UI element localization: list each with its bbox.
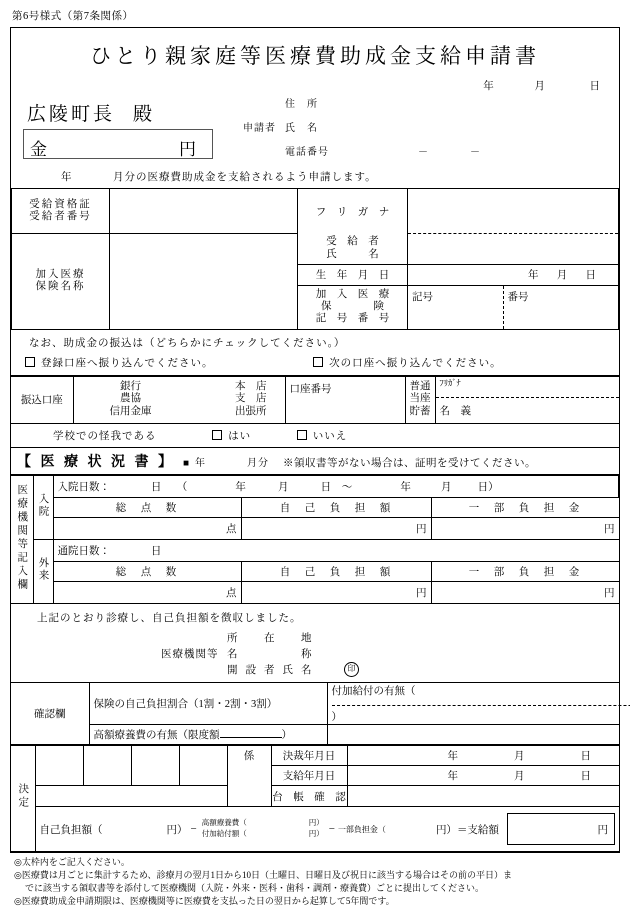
- tel-dash-1: －: [418, 147, 428, 158]
- cert-number-label: [12, 189, 110, 234]
- outpatient-days-unit: 日: [150, 545, 162, 557]
- option-next[interactable]: [313, 358, 502, 369]
- header-date-day: 日: [589, 81, 601, 92]
- period-to-month: 月: [441, 481, 452, 493]
- period-close: ）: [488, 481, 499, 493]
- applicant-block: [11, 93, 619, 167]
- confirm-table: [11, 682, 619, 745]
- table-row: [11, 497, 619, 517]
- holder-furigana-field[interactable]: [436, 377, 620, 398]
- applicant-tel-row: [243, 141, 628, 165]
- medical-year: 年: [195, 457, 207, 469]
- institution-owner-row[interactable]: [161, 663, 431, 679]
- inst-address-label: 所 在 地: [227, 632, 320, 644]
- footnote-2-cont: でに該当する領収書等を添付して医療機関（入院・外来・医科・歯科・調剤・療養費）ごとに提出してください。: [25, 883, 485, 894]
- header-date-year: 年: [483, 81, 495, 92]
- bangou-label: 番号: [507, 291, 529, 303]
- bank-type-list: [110, 381, 152, 417]
- school-question: 学校での怪我である: [53, 430, 157, 442]
- decision-lower-blank[interactable]: [35, 786, 227, 807]
- birthdate-input[interactable]: [408, 264, 619, 285]
- table-row: [11, 376, 619, 423]
- payment-day: 日: [580, 771, 591, 782]
- institution-fields: [11, 631, 431, 680]
- amount-box[interactable]: [23, 129, 213, 159]
- checkbox-no-icon[interactable]: [297, 430, 307, 440]
- footnotes: [10, 853, 620, 908]
- medical-side-label-text: 医療機関等記入欄: [16, 483, 28, 592]
- branch-type-2: 出張所: [235, 405, 267, 417]
- medical-section-title: 【 医 療 状 況 書 】: [17, 454, 175, 470]
- transfer-notice: なお、助成金の振込は（どちらかにチェックしてください。）: [29, 337, 346, 349]
- applicant-fields: [243, 93, 628, 165]
- applicant-name-row: [243, 117, 628, 141]
- confirm-ratio-field[interactable]: [89, 682, 327, 724]
- branch-type-1: 支 店: [235, 393, 267, 405]
- institution-address-row[interactable]: [161, 631, 431, 647]
- table-row: [11, 724, 619, 744]
- period-to-year: 年: [400, 481, 411, 493]
- header-date: [11, 72, 619, 93]
- deposit-type-2: 貯蓄: [409, 405, 431, 417]
- period-open: （: [176, 481, 188, 493]
- calc-selfpay-unit: 円）: [166, 824, 188, 836]
- approval-stamp-3[interactable]: [131, 745, 179, 786]
- payment-amount-box[interactable]: [507, 813, 615, 845]
- marker-square-icon: ■: [183, 457, 190, 469]
- ins-no-line2: 保 険: [321, 300, 384, 312]
- cert-label-line2: 受給者番号: [29, 211, 92, 222]
- bank-type-1: 農協: [120, 393, 141, 405]
- calc-minus-1: −: [190, 823, 197, 835]
- approval-day: 日: [580, 750, 591, 762]
- outpatient-partial-header: 一 部 負 担 金: [431, 561, 619, 581]
- approval-month: 月: [514, 750, 525, 762]
- medical-month: 月分: [247, 457, 270, 469]
- approval-stamp-2[interactable]: [83, 745, 131, 786]
- header-date-month: 月: [534, 81, 546, 92]
- calc-high-cost-row: [202, 818, 324, 827]
- period-from-day: 日: [320, 481, 332, 493]
- holder-cell: [435, 376, 619, 423]
- table-row: [11, 561, 619, 581]
- inpatient-partial-value[interactable]: 円: [431, 517, 619, 539]
- table-row: [11, 603, 619, 682]
- high-cost-close: ）: [281, 729, 292, 741]
- calc-partial-unit: 円）: [435, 824, 457, 836]
- transfer-notice-block: [11, 330, 619, 376]
- calc-selfpay-label: 自己負担額（: [39, 824, 103, 836]
- addressee: [27, 99, 155, 126]
- approval-year: 年: [447, 750, 458, 762]
- payment-amount-unit: 円: [597, 825, 608, 836]
- amount-unit: 円: [179, 140, 196, 159]
- ins-no-line3: 記 号 番 号: [315, 313, 390, 325]
- account-number-cell[interactable]: [285, 376, 405, 423]
- outpatient-label-text: 外来: [37, 557, 49, 582]
- school-no-label: いいえ: [312, 430, 348, 442]
- checkbox-yes-icon[interactable]: [212, 430, 222, 440]
- extra-benefit-close: ）: [331, 711, 342, 723]
- confirm-ratio-label: 保険の自己負担割合（1割・2割・3割）: [93, 698, 278, 710]
- apply-year: 年: [61, 172, 73, 183]
- table-row: [11, 517, 619, 539]
- footnote-3: ◎医療費助成金申請期限は、医療機関等に医療費を支払った日の翌日から起算して5年間です。: [14, 896, 395, 907]
- clerk-stamp-lower[interactable]: [227, 786, 271, 807]
- calculation-row: [35, 807, 619, 852]
- inpatient-points-header: 総 点 数: [53, 497, 241, 517]
- cert-label-line1: 受給資格証: [29, 198, 92, 210]
- insurer-name-label: [12, 234, 110, 330]
- table-row: [11, 786, 619, 807]
- table-row: [11, 745, 619, 766]
- apply-sentence-row: [11, 167, 619, 188]
- option-next-label: 次の口座へ振り込んでください。: [329, 357, 502, 369]
- clerk-stamp[interactable]: [227, 766, 271, 786]
- school-yes-option[interactable]: [212, 431, 251, 442]
- insurance-number-label: [298, 285, 408, 329]
- institution-signature-cell: [11, 603, 431, 682]
- outpatient-selfpay-header: 自 己 負 担 額: [241, 561, 431, 581]
- birth-year: 年: [528, 270, 539, 281]
- kigou-label: 記号: [412, 291, 433, 303]
- medical-section-header: [11, 447, 619, 475]
- outpatient-points-header: 総 点 数: [53, 561, 241, 581]
- ins-no-line1: 加 入 医 療: [315, 288, 390, 300]
- applicant-address-row: [243, 93, 628, 117]
- period-from-year: 年: [235, 481, 246, 493]
- footnote-1: ◎太枠内をご記入ください。: [14, 857, 130, 867]
- amount-label: 金: [30, 140, 47, 159]
- decision-table: [11, 745, 619, 853]
- insurer-name-input[interactable]: [110, 234, 298, 330]
- inpatient-points-value[interactable]: 点: [53, 517, 241, 539]
- table-row: [12, 234, 619, 265]
- calc-partial-label: 一部負担金（: [337, 824, 386, 834]
- holder-name-label: 名 義: [439, 405, 471, 417]
- outpatient-points-value[interactable]: 点: [53, 581, 241, 603]
- payment-year: 年: [447, 771, 458, 782]
- calc-high-cost-label: 高額療養費（: [201, 818, 247, 828]
- school-no-option[interactable]: [297, 431, 348, 442]
- inpatient-partial-header: 一 部 負 担 金: [431, 497, 619, 517]
- name-label: 氏 名: [285, 123, 318, 134]
- deposit-type-cell[interactable]: [405, 376, 435, 423]
- applicant-prefix: 申請者: [243, 123, 276, 134]
- inst-prefix: 医療機関等: [161, 648, 219, 660]
- medical-table: [11, 475, 619, 682]
- table-row: [11, 539, 619, 561]
- outpatient-days-label: 通院日数：: [57, 545, 110, 557]
- outpatient-days-row[interactable]: [53, 539, 619, 561]
- approval-date-label: 決裁年月日: [271, 745, 347, 766]
- cert-number-input[interactable]: [110, 189, 298, 234]
- table-row: [11, 475, 619, 497]
- period-to-day: 日: [477, 481, 489, 493]
- transfer-options: [11, 353, 619, 375]
- calc-minus-2: −: [328, 823, 335, 835]
- inpatient-selfpay-value[interactable]: 円: [241, 517, 431, 539]
- inpatient-selfpay-header: 自 己 負 担 額: [241, 497, 431, 517]
- page-title: ひとり親家庭等医療費助成金支給申請書: [90, 44, 540, 68]
- seal-icon: 印: [344, 662, 359, 677]
- ledger-check-label: 台 帳 確 認: [271, 786, 347, 807]
- bank-type-0: 銀行: [120, 381, 141, 393]
- recipient-name-input[interactable]: [408, 234, 619, 265]
- calc-equals-label: ＝支給額: [456, 824, 499, 836]
- calc-extra-unit: 円）: [308, 829, 324, 838]
- extra-benefit-field[interactable]: [327, 682, 619, 724]
- approval-stamp-4[interactable]: [179, 745, 227, 786]
- inst-name-label: 名 称: [227, 648, 320, 660]
- footnote-2: ◎医療費は月ごとに集計するため、診療月の翌月1日から10日（土曜日、日曜日及び祝日に該当する場合はその前の平日）ま: [14, 870, 512, 881]
- holder-name-field[interactable]: [436, 397, 620, 423]
- calc-high-cost-unit: 円）: [308, 818, 324, 828]
- inpatient-label: [33, 475, 53, 539]
- deposit-type-1: 当座: [409, 393, 431, 405]
- calc-extra-label: 付加給付額（: [201, 829, 247, 838]
- tel-label: 電話番号: [285, 147, 329, 158]
- high-cost-field[interactable]: [89, 724, 327, 744]
- checkbox-registered-icon[interactable]: [25, 357, 35, 367]
- inpatient-days-row[interactable]: [53, 475, 619, 497]
- period-from-month: 月: [278, 481, 289, 493]
- period-tilde: 〜: [341, 481, 353, 493]
- extra-benefit-label: 付加給付の有無（: [331, 685, 416, 697]
- bank-row-label: 振込口座: [11, 376, 73, 423]
- high-cost-label: 高額療養費の有無（限度額: [93, 729, 220, 741]
- school-yes-label: はい: [228, 430, 252, 442]
- table-row: [11, 581, 619, 603]
- payment-month: 月: [514, 771, 525, 782]
- bank-name-cell[interactable]: [73, 376, 285, 423]
- medical-period: [195, 458, 269, 469]
- calculation-expression: [36, 813, 620, 845]
- addressee-suffix: 殿: [133, 104, 156, 125]
- form-frame: [10, 27, 620, 853]
- inpatient-label-text: 入院: [37, 493, 49, 518]
- insurance-number-cell: [408, 285, 619, 329]
- tel-dash-2: －: [470, 147, 480, 158]
- confirm-label: 確認欄: [11, 682, 89, 744]
- approval-date-field[interactable]: [347, 745, 619, 766]
- address-label: 住 所: [285, 99, 318, 110]
- recipient-table: [11, 188, 619, 330]
- decision-label: [11, 745, 35, 852]
- approval-stamp-1[interactable]: [35, 745, 83, 786]
- birthdate-label: 生 年 月 日: [298, 264, 408, 285]
- deposit-type-0: 普通: [409, 380, 431, 392]
- bank-table: [11, 376, 619, 424]
- apply-sentence: 月分の医療費助成金を支給されるよう申請します。: [113, 172, 377, 183]
- form-number: 第6号様式（第7条関係）: [12, 11, 134, 22]
- branch-type-list: [235, 381, 267, 417]
- extra-benefit-blank[interactable]: [327, 724, 619, 744]
- option-registered[interactable]: [25, 358, 214, 369]
- recipient-name-label: [298, 234, 408, 265]
- institution-name-row[interactable]: [161, 647, 431, 663]
- account-number-label: 口座番号: [289, 383, 332, 395]
- kigou-field[interactable]: [408, 286, 503, 329]
- insurer-label-line1: 加入医療: [35, 269, 86, 281]
- insurer-label-line2: 保険名称: [35, 281, 86, 293]
- outpatient-selfpay-value[interactable]: 円: [241, 581, 431, 603]
- payment-date-label: 支給年月日: [271, 766, 347, 786]
- branch-type-0: 本 店: [235, 381, 267, 393]
- clerk-label: 係: [227, 745, 271, 766]
- calc-deduction-fraction: [202, 818, 324, 840]
- checkbox-next-icon[interactable]: [313, 357, 323, 367]
- medical-warning: ※領収書等がない場合は、証明を受けてください。: [283, 457, 537, 469]
- inst-owner-label: 開設者氏名: [227, 665, 320, 677]
- decision-label-text: 決定: [17, 783, 29, 811]
- outpatient-label: [33, 539, 53, 603]
- furigana-label: フ リ ガ ナ: [298, 189, 408, 234]
- bangou-field[interactable]: [503, 286, 618, 329]
- medical-side-label: [11, 475, 33, 603]
- inpatient-days-label: 入院日数：: [57, 481, 110, 493]
- recipient-name-line1: 受 給 者: [326, 236, 379, 248]
- addressee-name: 広陵町長: [27, 104, 116, 125]
- school-injury-row: [11, 424, 619, 447]
- bank-type-2: 信用金庫: [109, 405, 152, 417]
- payment-date-field[interactable]: [347, 766, 619, 786]
- recipient-name-line2: 氏 名: [326, 248, 379, 260]
- calc-extra-row: [202, 829, 324, 838]
- table-row: [11, 807, 619, 852]
- ledger-check-field[interactable]: [347, 786, 619, 807]
- furigana-input[interactable]: [408, 189, 619, 234]
- holder-furigana-label: ﾌﾘｶﾞﾅ: [439, 377, 461, 388]
- table-row: [11, 682, 619, 724]
- birth-month: 月: [556, 270, 568, 281]
- table-row: [12, 189, 619, 234]
- outpatient-partial-value[interactable]: 円: [431, 581, 619, 603]
- inpatient-days-unit: 日: [150, 481, 162, 493]
- option-registered-label: 登録口座へ振り込んでください。: [41, 357, 214, 369]
- institution-signature: [11, 604, 431, 680]
- birth-day: 日: [585, 270, 596, 281]
- certify-sentence: 上記のとおり診療し、自己負担額を徴収しました。: [37, 612, 302, 624]
